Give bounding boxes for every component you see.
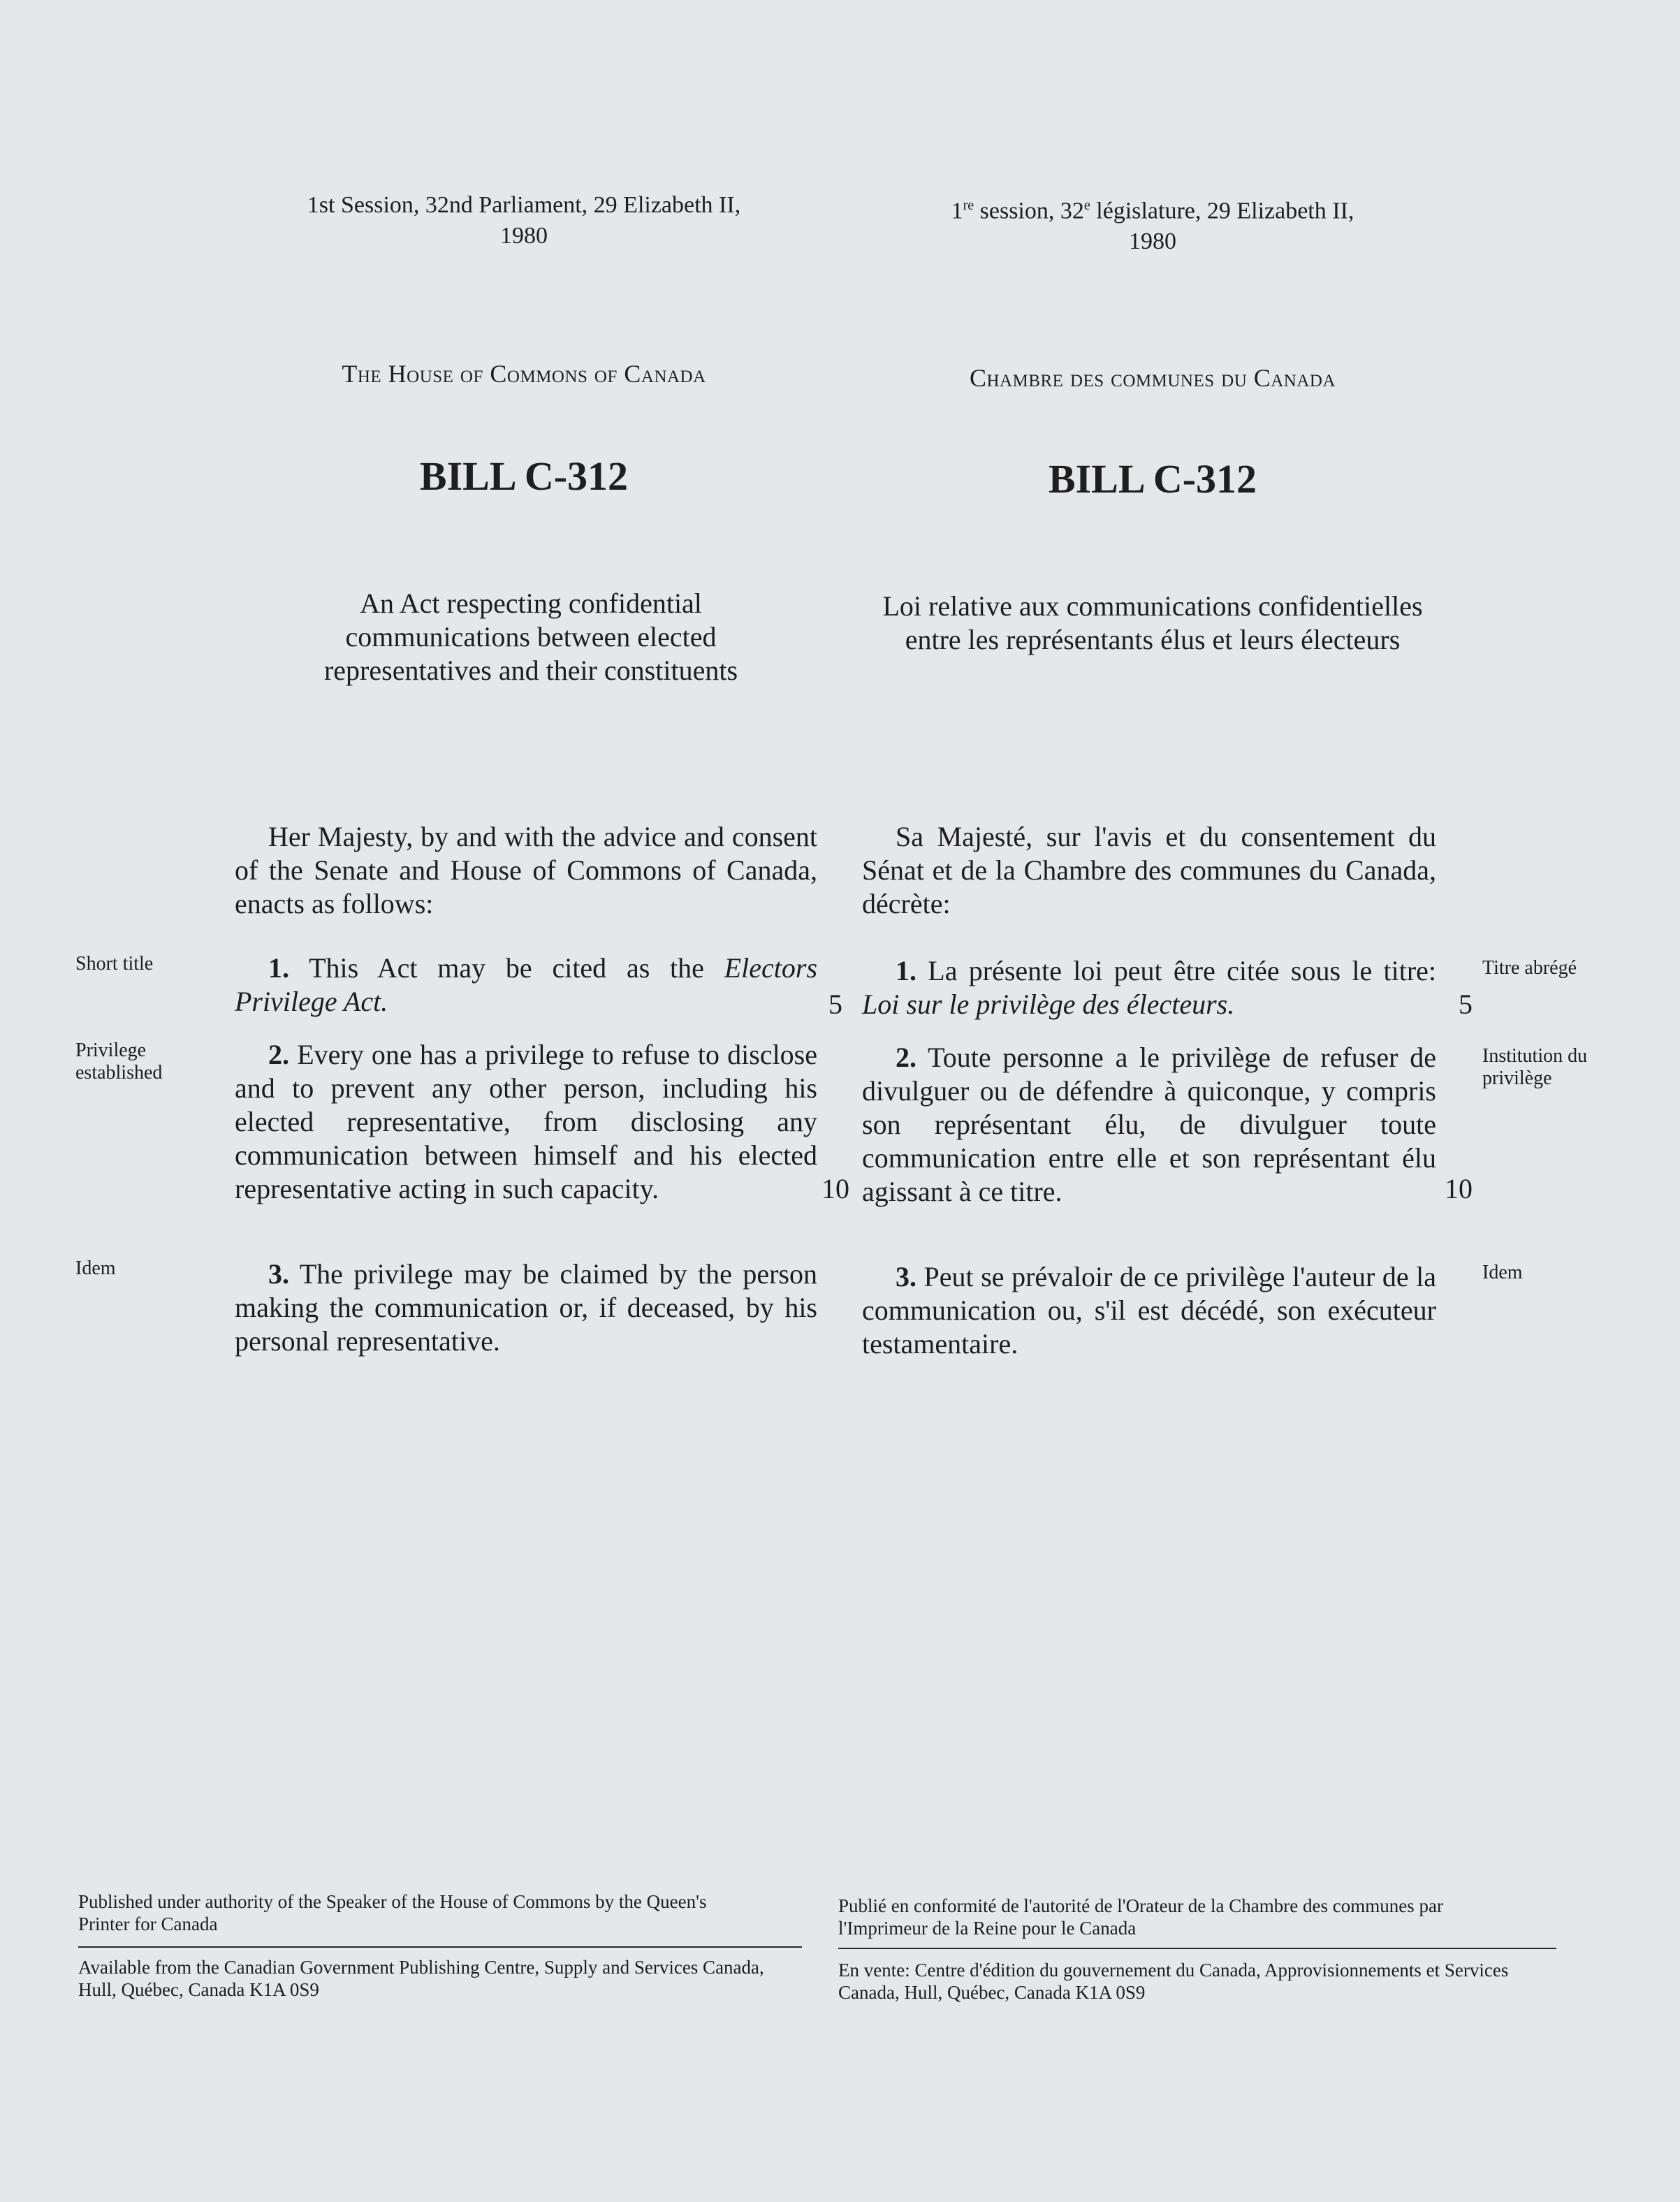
fr-session-superscript-1: re bbox=[963, 198, 974, 213]
en-footer-published: Published under authority of the Speaker of the House of Commons by the Queen's Printer for Canada bbox=[78, 1891, 707, 1934]
fr-section-2 bbox=[862, 1041, 1436, 1209]
fr-footer-available: En vente: Centre d'édition du gouvernement du Canada, Approvisionnements et Services Canada, Hull, Québec, Canada K1A 0S9 bbox=[838, 1960, 1509, 2003]
en-enacting-text: Her Majesty, by and with the advice and consent of the Senate and House of Commons of Canada, enacts as follows: bbox=[235, 821, 817, 919]
en-enacting-clause bbox=[235, 820, 817, 921]
line-number-5-en: 5 bbox=[828, 989, 842, 1020]
en-session-line1: 1st Session, 32nd Parliament, 29 Elizabeth II, bbox=[307, 192, 741, 218]
en-margin-privilege-established: Privilege established bbox=[75, 1040, 163, 1084]
en-s1-short-title: Electors Privilege Act. bbox=[235, 952, 818, 1017]
fr-footer-rule bbox=[838, 1948, 1556, 1949]
en-bill-number: BILL C-312 bbox=[419, 453, 629, 499]
en-s2-number: 2. bbox=[268, 1039, 289, 1070]
fr-session-line2: 1980 bbox=[1129, 228, 1176, 255]
fr-footer-published: Publié en conformité de l'autorité de l'Orateur de la Chambre des communes par l'Imprimeur de la Reine pour le Canada bbox=[838, 1895, 1443, 1939]
fr-section-3 bbox=[862, 1260, 1436, 1361]
en-section-3 bbox=[235, 1257, 817, 1358]
en-footer-available: Available from the Canadian Government Publishing Centre, Supply and Services Canada, Hull, Québec, Canada K1A 0S9 bbox=[78, 1957, 764, 2000]
fr-s1-short-title: Loi sur le privilège des électeurs. bbox=[862, 989, 1235, 1020]
fr-bill-title: Loi relative aux communications confidentielles entre les représentants élus et leurs électeurs bbox=[882, 590, 1423, 655]
fr-margin-idem: Idem bbox=[1482, 1262, 1523, 1283]
en-margin-short-title: Short title bbox=[75, 953, 154, 975]
en-section-2 bbox=[235, 1038, 817, 1206]
fr-session-line1 bbox=[838, 190, 1467, 226]
fr-s1-number: 1. bbox=[896, 955, 916, 986]
fr-house-label: Chambre des communes du Canada bbox=[969, 364, 1336, 392]
fr-margin-titre-abrege: Titre abrégé bbox=[1482, 957, 1577, 979]
fr-s3-number: 3. bbox=[896, 1261, 916, 1292]
en-s3-text: The privilege may be claimed by the person making the communication or, if deceased, by his personal representative. bbox=[235, 1258, 817, 1357]
en-s1-text: This Act may be cited as the bbox=[309, 952, 704, 984]
en-footer-rule bbox=[78, 1946, 802, 1948]
en-bill-title: An Act respecting confidential communications between elected representatives and their constituents bbox=[323, 588, 738, 686]
en-session-line2: 1980 bbox=[500, 223, 548, 249]
en-session-header bbox=[210, 190, 838, 251]
fr-house-name bbox=[838, 363, 1467, 393]
fr-s2-number: 2. bbox=[896, 1042, 916, 1073]
en-s2-text: Every one has a privilege to refuse to disclose and to prevent any other person, including his elected representative, from disclosing any communication between himself and his elected representative acting in such capacity. bbox=[235, 1039, 817, 1204]
fr-s1-text: La présente loi peut être citée sous le titre: bbox=[928, 955, 1437, 986]
fr-section-1 bbox=[862, 954, 1436, 1021]
fr-session-superscript-2: e bbox=[1083, 198, 1090, 213]
fr-s3-text: Peut se prévaloir de ce privilège l'auteur de la communication ou, s'il est décédé, son exécuteur testamentaire. bbox=[862, 1261, 1437, 1359]
fr-margin-institution-privilege: Institution du privilège bbox=[1482, 1045, 1588, 1089]
fr-enacting-clause bbox=[862, 820, 1436, 921]
en-section-1 bbox=[235, 951, 817, 1019]
en-house-name bbox=[210, 359, 838, 388]
line-number-10-fr: 10 bbox=[1445, 1173, 1473, 1204]
fr-s2-text: Toute personne a le privilège de refuser de divulguer ou de défendre à quiconque, y compris son représentant élu, de divulguer toute communication entre elle et son représentant élu agissant à ce titre. bbox=[862, 1042, 1437, 1207]
line-number-5-fr: 5 bbox=[1459, 989, 1473, 1020]
en-margin-idem: Idem bbox=[75, 1257, 116, 1279]
en-s1-number: 1. bbox=[268, 952, 289, 984]
line-number-10-en: 10 bbox=[821, 1173, 849, 1204]
fr-session-ordinal: 1 bbox=[951, 198, 963, 224]
fr-session-middle: session, 32 bbox=[974, 198, 1084, 224]
fr-session-end: législature, 29 Elizabeth II, bbox=[1090, 198, 1354, 224]
fr-session-header bbox=[838, 190, 1467, 257]
en-house-label: The House of Commons of Canada bbox=[342, 360, 706, 388]
fr-bill-number: BILL C-312 bbox=[1048, 456, 1257, 502]
fr-enacting-text: Sa Majesté, sur l'avis et du consentement du Sénat et de la Chambre des communes du Canada, décrète: bbox=[862, 821, 1436, 919]
en-s3-number: 3. bbox=[268, 1258, 289, 1290]
